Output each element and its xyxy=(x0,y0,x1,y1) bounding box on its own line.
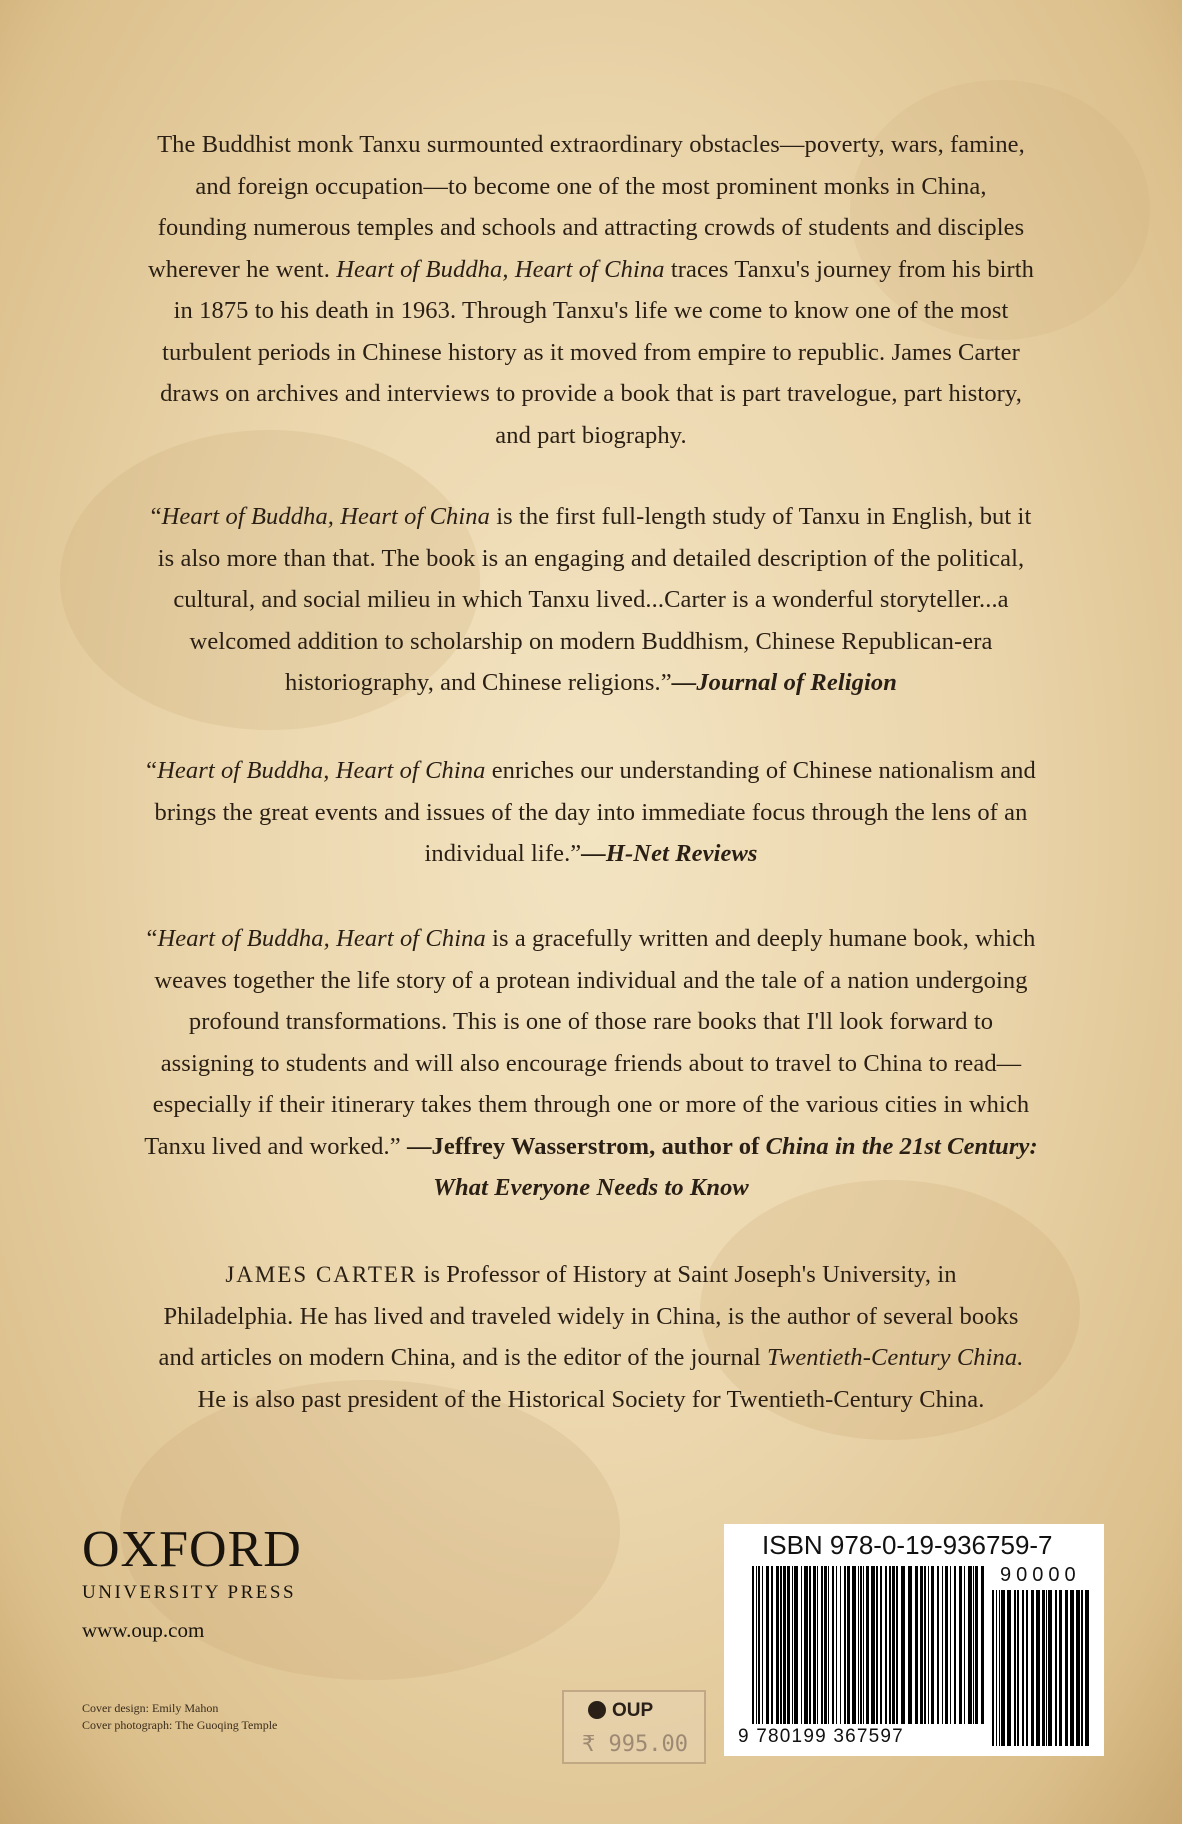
barcode-bar xyxy=(1017,1590,1019,1746)
barcode-bar xyxy=(964,1566,965,1724)
barcode-bar xyxy=(1059,1590,1062,1746)
quote-line xyxy=(80,918,1102,960)
quote-line: is also more than that. The book is an engaging and detailed description of the political, xyxy=(157,544,1025,572)
review-quote-h-net-reviews xyxy=(80,750,1102,875)
quote-text: individual life.” xyxy=(424,840,582,867)
barcode-bar xyxy=(840,1566,841,1724)
barcode-bar xyxy=(858,1566,859,1724)
quote-attribution: —Jeffrey Wasserstrom, author of xyxy=(406,1132,766,1160)
barcode-bar xyxy=(880,1566,882,1724)
quote-text: historiography, and Chinese religions.” xyxy=(284,669,672,696)
barcode-ean-digits: 9 780199 367597 xyxy=(738,1726,904,1747)
barcode-bar xyxy=(1031,1590,1034,1746)
barcode-bar xyxy=(828,1566,829,1724)
barcode-bar xyxy=(992,1590,994,1746)
description-text: wherever he went. xyxy=(147,255,330,283)
description-line: founding numerous temples and schools and attracting crowds of students and disciples xyxy=(157,214,1025,241)
publisher-subtitle: UNIVERSITY PRESS xyxy=(82,1582,297,1603)
barcode-bar xyxy=(924,1566,926,1724)
barcode-bar xyxy=(860,1566,862,1724)
quote-line xyxy=(80,662,1102,704)
barcode-bar xyxy=(901,1566,905,1724)
barcode-bar xyxy=(844,1566,846,1724)
barcode-bar xyxy=(1085,1590,1089,1746)
barcode-bar xyxy=(852,1566,856,1724)
description-line: in 1875 to his death in 1963. Through Tanxu's life we come to know one of the most xyxy=(173,297,1009,324)
barcode-bar xyxy=(920,1566,923,1724)
barcode-bar xyxy=(792,1566,793,1724)
price-sticker xyxy=(562,1690,706,1764)
quote-line: cultural, and social milieu in which Tanxu lived...Carter is a wonderful storyteller...a xyxy=(173,586,1009,613)
barcode-bar xyxy=(836,1566,837,1724)
quote-line xyxy=(80,833,1102,875)
bio-line: He is also past president of the Historical Society for Twentieth-Century China. xyxy=(197,1385,985,1413)
cited-book-title: What Everyone Needs to Know xyxy=(433,1174,749,1201)
barcode-bar xyxy=(954,1566,956,1724)
barcode-bar xyxy=(945,1566,948,1724)
barcode-bar xyxy=(968,1566,972,1724)
barcode-bar xyxy=(766,1566,769,1724)
barcode-bar xyxy=(908,1566,912,1724)
quote-line xyxy=(80,496,1102,538)
barcode-bar xyxy=(787,1566,790,1724)
oup-seal-icon xyxy=(588,1701,606,1719)
author-bio xyxy=(80,1254,1102,1420)
author-name: JAMES CARTER xyxy=(225,1262,418,1287)
bio-text: and articles on modern China, and is the editor of the journal xyxy=(158,1344,767,1371)
cover-photo-credit: Cover photograph: The Guoqing Temple xyxy=(82,1718,278,1732)
publisher-name: OXFORD xyxy=(82,1521,302,1578)
barcode-bar xyxy=(762,1566,763,1724)
barcode-bar xyxy=(821,1566,823,1724)
barcode-bar xyxy=(1070,1590,1074,1746)
barcode-bar xyxy=(1001,1590,1005,1746)
book-title: Heart of Buddha, Heart of China xyxy=(157,925,486,952)
barcode-addon-digits: 90000 xyxy=(1000,1564,1081,1586)
barcode-bar xyxy=(996,1590,997,1746)
barcode-bar xyxy=(928,1566,929,1724)
open-quote: “ xyxy=(146,757,158,784)
quote-line: welcomed addition to scholarship on modern Buddhism, Chinese Republican-era xyxy=(189,627,993,655)
bio-line xyxy=(80,1254,1102,1296)
barcode-bar xyxy=(756,1566,757,1724)
barcode-bar xyxy=(892,1566,895,1724)
book-description xyxy=(80,124,1102,456)
barcode-bar xyxy=(885,1566,887,1724)
book-title: Heart of Buddha, Heart of China xyxy=(161,503,491,530)
barcode-bar xyxy=(981,1566,984,1724)
quote-line: profound transformations. This is one of those rare books that I'll look forward to xyxy=(188,1008,994,1035)
barcode-bar xyxy=(950,1566,951,1724)
quote-attribution: —Journal of Religion xyxy=(671,669,897,696)
barcode-bar xyxy=(1042,1590,1045,1746)
quote-attribution: —H-Net Reviews xyxy=(581,840,758,867)
description-line: and foreign occupation—to become one of the most prominent monks in China, xyxy=(195,172,987,200)
open-quote: “ xyxy=(146,925,158,952)
quote-line: weaves together the life story of a protean individual and the tale of a nation undergoing xyxy=(154,966,1028,994)
bio-text: is Professor of History at Saint Joseph's University, in xyxy=(417,1261,957,1288)
cover-design-credit: Cover design: Emily Mahon xyxy=(82,1701,219,1715)
barcode-bar xyxy=(776,1566,779,1724)
barcode-bar xyxy=(809,1566,811,1724)
quote-text: enriches our understanding of Chinese nationalism and xyxy=(485,757,1036,784)
description-line: and part biography. xyxy=(495,421,687,449)
barcode-bar xyxy=(771,1566,773,1724)
barcode-bar xyxy=(801,1566,802,1724)
bio-line: Philadelphia. He has lived and traveled widely in China, is the author of several books xyxy=(163,1302,1019,1330)
quote-line: especially if their itinerary takes them through one or more of the various cities in which xyxy=(152,1091,1030,1118)
quote-line xyxy=(80,1126,1102,1168)
quote-line: brings the great events and issues of the day into immediate focus through the lens of an xyxy=(154,798,1028,826)
barcode-bar xyxy=(1007,1590,1011,1746)
barcode-bar xyxy=(959,1566,962,1724)
barcode-bar xyxy=(1081,1590,1083,1746)
barcode-bar xyxy=(1014,1590,1016,1746)
barcode-bar xyxy=(847,1566,850,1724)
barcode-bar xyxy=(1022,1590,1024,1746)
barcode-addon-bars-icon xyxy=(992,1590,1092,1746)
barcode-bar xyxy=(1046,1590,1047,1746)
quote-line xyxy=(80,750,1102,792)
barcode-bar xyxy=(1055,1590,1057,1746)
barcode-bar xyxy=(832,1566,834,1724)
quote-text: Tanxu lived and worked.” xyxy=(144,1132,407,1160)
barcode-bar xyxy=(876,1566,878,1724)
quote-text: is a gracefully written and deeply humane book, which xyxy=(485,925,1036,952)
isbn-barcode xyxy=(724,1524,1104,1756)
barcode-bars-icon xyxy=(752,1566,984,1724)
barcode-bar xyxy=(780,1566,782,1724)
barcode-bar xyxy=(1048,1590,1052,1746)
description-line: The Buddhist monk Tanxu surmounted extraordinary obstacles—poverty, wars, famine, xyxy=(157,131,1025,158)
barcode-bar xyxy=(783,1566,786,1724)
review-quote-journal-of-religion xyxy=(80,496,1102,704)
barcode-bar xyxy=(1026,1590,1028,1746)
barcode-bar xyxy=(863,1566,864,1724)
isbn-number: ISBN 978-0-19-936759-7 xyxy=(762,1530,1053,1560)
barcode-bar xyxy=(1065,1590,1068,1746)
book-title: Heart of Buddha, Heart of China xyxy=(157,757,486,784)
cited-book-title: China in the 21st Century: xyxy=(765,1132,1038,1160)
quote-line: assigning to students and will also encourage friends about to travel to China to read— xyxy=(160,1049,1022,1077)
book-title: Heart of Buddha, Heart of China xyxy=(336,255,665,283)
description-line: draws on archives and interviews to provide a book that is part travelogue, part history, xyxy=(160,380,1022,407)
bio-line xyxy=(80,1337,1102,1379)
review-quote-wasserstrom xyxy=(80,918,1102,1209)
barcode-bar xyxy=(1076,1590,1080,1746)
description-text: traces Tanxu's journey from his birth xyxy=(670,255,1034,283)
barcode-bar xyxy=(871,1566,875,1724)
barcode-bar xyxy=(942,1566,943,1724)
quote-text: is the first full-length study of Tanxu in English, but it xyxy=(490,503,1032,530)
barcode-bar xyxy=(866,1566,869,1724)
barcode-bar xyxy=(999,1590,1000,1746)
barcode-bar xyxy=(889,1566,891,1724)
barcode-bar xyxy=(752,1566,754,1724)
barcode-bar xyxy=(915,1566,918,1724)
barcode-bar xyxy=(813,1566,816,1724)
barcode-bar xyxy=(794,1566,798,1724)
open-quote: “ xyxy=(150,503,162,530)
oup-stamp-logo xyxy=(588,1700,653,1722)
barcode-bar xyxy=(824,1566,827,1724)
description-line xyxy=(80,249,1102,291)
barcode-bar xyxy=(817,1566,818,1724)
barcode-bar xyxy=(1036,1590,1040,1746)
quote-line xyxy=(80,1167,1102,1209)
barcode-bar xyxy=(975,1566,978,1724)
publisher-url: www.oup.com xyxy=(82,1618,205,1642)
price-text: ₹ 995.00 xyxy=(582,1732,688,1757)
barcode-bar xyxy=(973,1566,974,1724)
description-line: turbulent periods in Chinese history as it moved from empire to republic. James Carter xyxy=(162,338,1020,366)
barcode-bar xyxy=(896,1566,898,1724)
barcode-bar xyxy=(758,1566,760,1724)
journal-title: Twentieth-Century China. xyxy=(766,1344,1024,1371)
barcode-bar xyxy=(937,1566,939,1724)
cover-credits xyxy=(82,1700,277,1734)
barcode-bar xyxy=(804,1566,808,1724)
oup-stamp-text: OUP xyxy=(612,1700,654,1721)
publisher-logo xyxy=(82,1521,302,1604)
barcode-bar xyxy=(931,1566,934,1724)
